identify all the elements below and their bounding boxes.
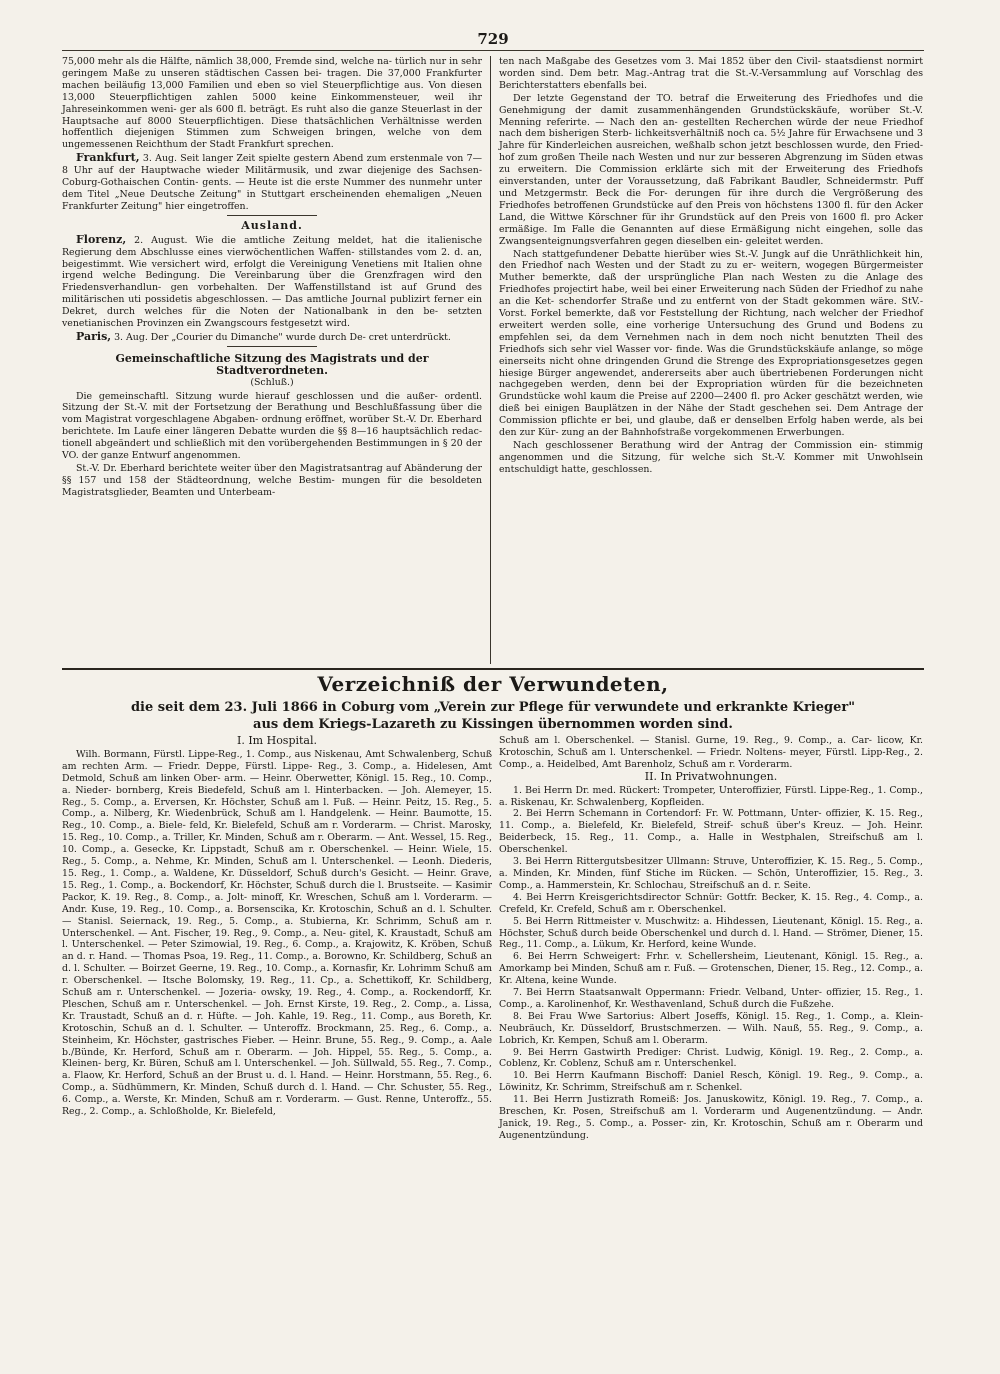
right-column	[499, 56, 923, 477]
wounded-right-column	[499, 735, 923, 1142]
list-item: 1. Bei Herrn Dr. med. Rückert: Trompeter, Unteroffizier, Fürstl. Lippe-Reg., 1. Comp., a. Riskenau, Kr. Schwalenberg, Kopfleiden.	[499, 784, 923, 808]
list-item: 8. Bei Frau Wwe Sartorius: Albert Joseffs, Königl. 15. Reg., 1. Comp., a. Klein-Neubräuch, Kr. Düsseldorf, Brustschmerzen. — Wilh. Nauß, 55. Reg., 9. Comp., a. Lobrich, Kr. Kempen, Schuß am l. Oberarm.	[499, 1010, 923, 1046]
list-item: 6. Bei Herrn Schweigert: Frhr. v. Schellersheim, Lieutenant, Königl. 15. Reg., a. Amorkamp bei Minden, Schuß am r. Fuß. — Grotenschen, Diener, 15. Reg., 12. Comp., a. Kr. Altena, keine Wunde.	[499, 951, 923, 987]
page-number: 729	[477, 30, 509, 48]
left-column	[62, 56, 482, 500]
sitzung-heading: Gemeinschaftliche Sitzung des Magistrats und der Stadtverordneten.	[115, 351, 429, 377]
wounded-left-column	[62, 735, 492, 1118]
right-paragraph: Nach stattgefundener Debatte hierüber wies St.-V. Jungk auf die Unräthlichkeit hin, den Friedhof nach Westen und der Stadt zu zu er- weitern, wogegen Bürgermeister Muther bemerkte, daß der ursprüngliche Plan nach Westen zu die Anlage des Friedhofes projectirt habe, weil bei einer Erweiterung nach Süden der Friedhof zu nahe an die Ket- schendorfer Straße und zu entfernt von der Stadt gekommen wäre. StV.-Vorst. Forkel bemerkte, daß vor Feststellung der Richtung, nach welcher der Friedhof erweitert werden solle, eine vorherige Untersuchung des Grund und Bodens zu empfehlen sei, da dem Vernehmen nach in dem noch nicht benutzten Theil des Friedhofs sich sehr viel Wasser vor- finde. Was die Grundstückskäufe anlange, so möge einerseits nicht ohne dringenden Grund die Strenge des Expropriationsgesetzes gegen hiesige Bürger angewendet, andererseits aber auch übertriebenen Forderungen nicht nachgegeben werden, denn bei der Expropriation würden für die bezeichneten Grundstücke wohl kaum die Preise auf 2200—2400 fl. pro Acker geschätzt werden, wie dieß bei einigen Bauplätzen in der Nähe der Stadt geschehen sei. Dem Antrage der Commission pflichte er bei, und glaube, daß er denselben Erfolg haben werde, als bei den zur Kür- zung an der Bahnhofstraße vorgekommenen Erwerbungen.	[499, 248, 923, 439]
newspaper-page	[62, 28, 924, 1348]
column-divider	[490, 56, 491, 664]
florenz-dateline: Florenz,	[76, 232, 127, 246]
frankfurt-dateline: Frankfurt,	[76, 151, 140, 165]
sitzung-note: (Schluß.)	[250, 376, 294, 388]
list-item: 2. Bei Herrn Schemann in Cortendorf: Fr. W. Pottmann, Unter- offizier, K. 15. Reg., 11. Comp., a. Bielefeld, Kr. Bielefeld, Streif- schuß über's Kreuz. — Joh. Heinr. Beiderbeck, 15. Reg., 11. Comp., a. Halle in Westphalen, Streifschuß am l. Oberschenkel.	[499, 808, 923, 856]
paris-dateline: Paris,	[76, 329, 112, 343]
frankfurt-article	[62, 152, 482, 213]
hospital-list-continued: Schuß am l. Oberschenkel. — Stanisl. Gurne, 19. Reg., 9. Comp., a. Car- licow, Kr. Krotoschin, Schuß am l. Unterschenkel. — Friedr. Noltens- meyer, Fürstl. Lipp-Reg., 2. Comp., a. Heidelbed, Amt Barenholz, Schuß am r. Vorderarm.	[499, 735, 923, 770]
list-item: 3. Bei Herrn Rittergutsbesitzer Ullmann: Struve, Unteroffizier, K. 15. Reg., 5. Comp., a. Minden, Kr. Minden, fünf Stiche im Rücken. — Schön, Unteroffizier, 15. Reg., 3. Comp., a. Hammerstein, Kr. Schlochau, Streifschuß an d. r. Seite.	[499, 856, 923, 891]
list-item: 5. Bei Herrn Rittmeister v. Muschwitz: a. Hihdessen, Lieutenant, Königl. 15. Reg., a. Höchster, Schuß durch beide Oberschenkel und durch d. l. Hand. — Strömer, Diener, 15. Reg., 11. Comp., a. Lükum, Kr. Herford, keine Wunde.	[499, 915, 923, 951]
ausland-heading: Ausland.	[241, 218, 303, 232]
list-item: 10. Bei Herrn Kaufmann Bischoff: Daniel Resch, Königl. 19. Reg., 9. Comp., a. Löwinitz, Kr. Schrimm, Streifschuß am r. Schenkel.	[499, 1070, 923, 1094]
wounded-list-title: Verzeichniß der Verwundeten,	[317, 672, 669, 696]
hospital-section-title: I. Im Hospital.	[236, 734, 318, 747]
paris-article	[62, 331, 482, 344]
paris-text: 3. Aug. Der „Courier du Dimanche" wurde durch De- cret unterdrückt.	[114, 331, 451, 343]
list-item: 9. Bei Herrn Gastwirth Prediger: Christ. Ludwig, Königl. 19. Reg., 2. Comp., a. Coblenz, Kr. Coblenz, Schuß am r. Unterschenkel.	[499, 1046, 923, 1070]
intro-paragraph: 75,000 mehr als die Hälfte, nämlich 38,000, Fremde sind, welche na- türlich nur in sehr geringem Maße zu unseren städtischen Cassen bei- tragen. Die 37,000 Frankfurter machen beiläufig 13,000 Familien und eben so viel Steuerpflichtige aus. Von diesen 13,000 Steuerpflichtigen zahlen 5000 keine Einkommensteuer, weil ihr Jahreseinkommen weni- ger als 600 fl. beträgt. Es ruht also die ganze Steuerlast in der Hauptsache auf 8000 Steuerpflichtigen. Diese thatsächlichen Verhältnisse werden hoffentlich diejenigen Stimmen zum Schweigen bringen, welche von dem ungemessenen Reichthum der Stadt Frankfurt sprechen.	[62, 56, 482, 151]
right-paragraph: Nach geschlossener Berathung wird der Antrag der Commission ein- stimmig angenommen und die Sitzung, für welche sich St.-V. Kommer mit Unwohlsein entschuldigt hatte, geschlossen.	[499, 440, 923, 475]
right-paragraph: Der letzte Gegenstand der TO. betraf die Erweiterung des Friedhofes und die Genehmigung der damit zusammenhängenden Grundstückskäufe, worüber St.-V. Menning referirte. — Nach den an- gestellten Recherchen würde der neue Friedhof nach dem bisherigen Sterb- lichkeitsverhältniß noch ca. 5½ Jahre für Erwachsene und 3 Jahre für Kinderleichen ausreichen, weßhalb schon jetzt beschlossen wurde, den Fried- hof zum großen Theile nach Westen und nur zur besseren Abgrenzung im Süden etwas zu erweitern. Die Commission erklärte sich mit der Erweiterung des Friedhofs einverstanden, unter der Voraussetzung, daß Fabrikant Baudler, Schneidermstr. Puff und Metzgermstr. Beck die For- derungen für ihre durch die Vergrößerung des Friedhofes betroffenen Grundstücke auf den Preis von höchstens 1300 fl. für den Acker Land, die Wittwe Körschner für ihr Grundstück auf den Preis von 1600 fl. pro Acker ermäßige. Im Falle die Genannten auf diese Ermäßigung nicht eingehen, solle das Zwangsenteignungsverfahren gegen dieselben ein- geleitet werden.	[499, 92, 923, 247]
wounded-list-subtitle: aus dem Kriegs-Lazareth zu Kissingen übernommen worden sind.	[253, 717, 733, 732]
sitzung-paragraph: Die gemeinschaftl. Sitzung wurde hierauf geschlossen und die außer- ordentl. Sitzung der St.-V. mit der Fortsetzung der Berathung und Beschlußfassung über die vom Magistrat vorgeschlagene Abgaben- ordnung eröffnet, worüber St.-V. Dr. Eberhard berichtete. Im Laufe einer längeren Debatte wurden die §§ 8—16 hauptsächlich redac- tionell abgeändert und schließlich mit den vorübergehenden Bestimmungen in § 20 der VO. der ganze Entwurf angenommen.	[62, 390, 482, 462]
private-section-title: II. In Privatwohnungen.	[644, 769, 778, 783]
section-rule	[62, 668, 924, 670]
top-rule	[62, 50, 924, 51]
florenz-article	[62, 234, 482, 330]
wounded-list-subtitle: die seit dem 23. Juli 1866 in Coburg vom „Verein zur Pflege für verwundete und erkrankte Krieger"	[130, 700, 856, 715]
list-item: 11. Bei Herrn Justizrath Romeiß: Jos. Januskowitz, Königl. 19. Reg., 7. Comp., a. Breschen, Kr. Posen, Streifschuß am l. Vorderarm und Augenentzündung. — Andr. Janick, 19. Reg., 5. Comp., a. Posser- zin, Kr. Krotoschin, Schuß am r. Oberarm und Augenentzündung.	[499, 1094, 923, 1141]
hospital-list: Wilh. Bormann, Fürstl. Lippe-Reg., 1. Comp., aus Niskenau, Amt Schwalenberg, Schuß am rechten Arm. — Friedr. Deppe, Fürstl. Lippe- Reg., 3. Comp., a. Hidelesen, Amt Detmold, Schuß am linken Ober- arm. — Heinr. Oberwetter, Königl. 15. Reg., 10. Comp., a. Nieder- bornberg, Kreis Biedefeld, Schuß am l. Hinterbacken. — Joh. Alemeyer, 15. Reg., 5. Comp., a. Erversen, Kr. Höchster, Schuß am l. Fuß. — Heinr. Peitz, 15. Reg., 5. Comp., a. Nilberg, Kr. Wiedenbrück, Schuß am l. Handgelenk. — Heinr. Baumotte, 15. Reg., 10. Comp., a. Biele- feld, Kr. Bielefeld, Schuß am r. Vorderarm. — Christ. Marosky, 15. Reg., 10. Comp., a. Triller, Kr. Minden, Schuß am r. Oberarm. — Ant. Wessel, 15. Reg., 10. Comp., a. Gesecke, Kr. Lippstadt, Schuß am r. Oberschenkel. — Heinr. Wiele, 15. Reg., 5. Comp., a. Nehme, Kr. Minden, Schuß am l. Unterschenkel. — Leonh. Diederis, 15. Reg., 1. Comp., a. Waldene, Kr. Düsseldorf, Schuß durch's Gesicht. — Heinr. Grave, 15. Reg., 1. Comp., a. Bockendorf, Kr. Höchster, Schuß durch die l. Brustseite. — Kasimir Packor, K. 19. Reg., 8. Comp., a. Jolt- minoff, Kr. Wreschen, Schuß am l. Vorderarm. — Andr. Kuse, 19. Reg., 10. Comp., a. Borsenscika, Kr. Krotoschin, Schuß an d. l. Schulter. — Stanisl. Seiernack, 19. Reg., 5. Comp., a. Stubierna, Kr. Schrimm, Schuß am r. Unterschenkel. — Ant. Fischer, 19. Reg., 9. Comp., a. Neu- gitel, K. Kraustadt, Schuß am l. Unterschenkel. — Peter Szimowial, 19. Reg., 6. Comp., a. Krajowitz, K. Kröben, Schuß an d. r. Hand. — Thomas Psoa, 19. Reg., 11. Comp., a. Borowno, Kr. Schildberg, Schuß an d. l. Schulter. — Boirzet Geerne, 19. Reg., 10. Comp., a. Kornasfir, Kr. Lohrimm Schuß am r. Oberschenkel. — Itsche Bolomsky, 19. Reg., 11. Cp., a. Schettikoff, Kr. Schildberg, Schuß am r. Unterschenkel. — Jozeria- owsky, 19. Reg., 4. Comp., a. Rockendorff, Kr. Pleschen, Schuß am r. Unterschenkel. — Joh. Ernst Kirste, 19. Reg., 2. Comp., a. Lissa, Kr. Traustadt, Schuß an d. r. Hüfte. — Joh. Kahle, 19. Reg., 11. Comp., aus Boreth, Kr. Krotoschin, Schuß an d. l. Schulter. — Unteroffz. Brockmann, 25. Reg., 6. Comp., a. Steinheim, Kr. Höchster, gastrisches Fieber. — Heinr. Brune, 55. Reg., 9. Comp., a. Aale b./Bünde, Kr. Herford, Schuß am r. Oberarm. — Joh. Hippel, 55. Reg., 5. Comp., a. Kleinen- berg, Kr. Büren, Schuß am l. Unterschenkel. — Joh. Süllwald, 55. Reg., 7. Comp., a. Flaow, Kr. Herford, Schuß an der Brust u. d. l. Hand. — Heinr. Horstmann, 55. Reg., 6. Comp., a. Südhümmern, Kr. Minden, Schuß durch d. l. Hand. — Chr. Schuster, 55. Reg., 6. Comp., a. Werste, Kr. Minden, Schuß am r. Vorderarm. — Gust. Renne, Unteroffz., 55. Reg., 2. Comp., a. Schloßholde, Kr. Bielefeld,	[62, 748, 492, 1118]
sitzung-paragraph: St.-V. Dr. Eberhard berichtete weiter über den Magistratsantrag auf Abänderung der §§ 157 und 158 der Städteordnung, welche Bestim- mungen für die besoldeten Magistratsglieder, Beamten und Unterbeam-	[62, 463, 482, 498]
divider	[227, 346, 317, 347]
list-item: 4. Bei Herrn Kreisgerichtsdirector Schnür: Gottfr. Becker, K. 15. Reg., 4. Comp., a. Crefeld, Kr. Crefeld, Schuß am r. Oberschenkel.	[499, 891, 923, 915]
florenz-text: 2. August. Wie die amtliche Zeitung meldet, hat die italienische Regierung dem Abschlusse eines vierwöchentlichen Waffen- stillstandes vom 2. d. an, beigestimmt. Wie versichert wird, erfolgt die Vereinigung Venetiens mit Italien ohne irgend welche Bedingung. Die Vereinbarung über die Grenzfragen wird den Friedensverhandlun- gen vorbehalten. Der Waffenstillstand ist auf Grund des militärischen uti possidetis abgeschlossen. — Das amtliche Journal publizirt ferner ein Dekret, durch welches für die Noten der Nationalbank in den be- setzten venetianischen Provinzen ein Zwangscours festgesetzt wird.	[62, 234, 482, 330]
right-paragraph: ten nach Maßgabe des Gesetzes vom 3. Mai 1852 über den Civil- staatsdienst normirt worden sind. Dem betr. Mag.-Antrag trat die St.-V.-Versammlung auf Vorschlag des Berichterstatters ebenfalls bei.	[499, 56, 923, 91]
divider	[227, 215, 317, 216]
frankfurt-text: 3. Aug. Seit langer Zeit spielte gestern Abend zum erstenmale von 7—8 Uhr auf der Hauptwache wieder Militärmusik, und zwar diejenige des Sachsen-Coburg-Gothaischen Contin- gents. — Heute ist die erste Nummer des nunmehr unter dem Titel „Neue Deutsche Zeitung" in Stuttgart erscheinenden ehemaligen „Neuen Frankfurter Zeitung" hier eingetroffen.	[62, 153, 482, 212]
list-item: 7. Bei Herrn Staatsanwalt Oppermann: Friedr. Velband, Unter- offizier, 15. Reg., 1. Comp., a. Karolinenhof, Kr. Westhavenland, Schuß durch die Fußzehe.	[499, 987, 923, 1010]
